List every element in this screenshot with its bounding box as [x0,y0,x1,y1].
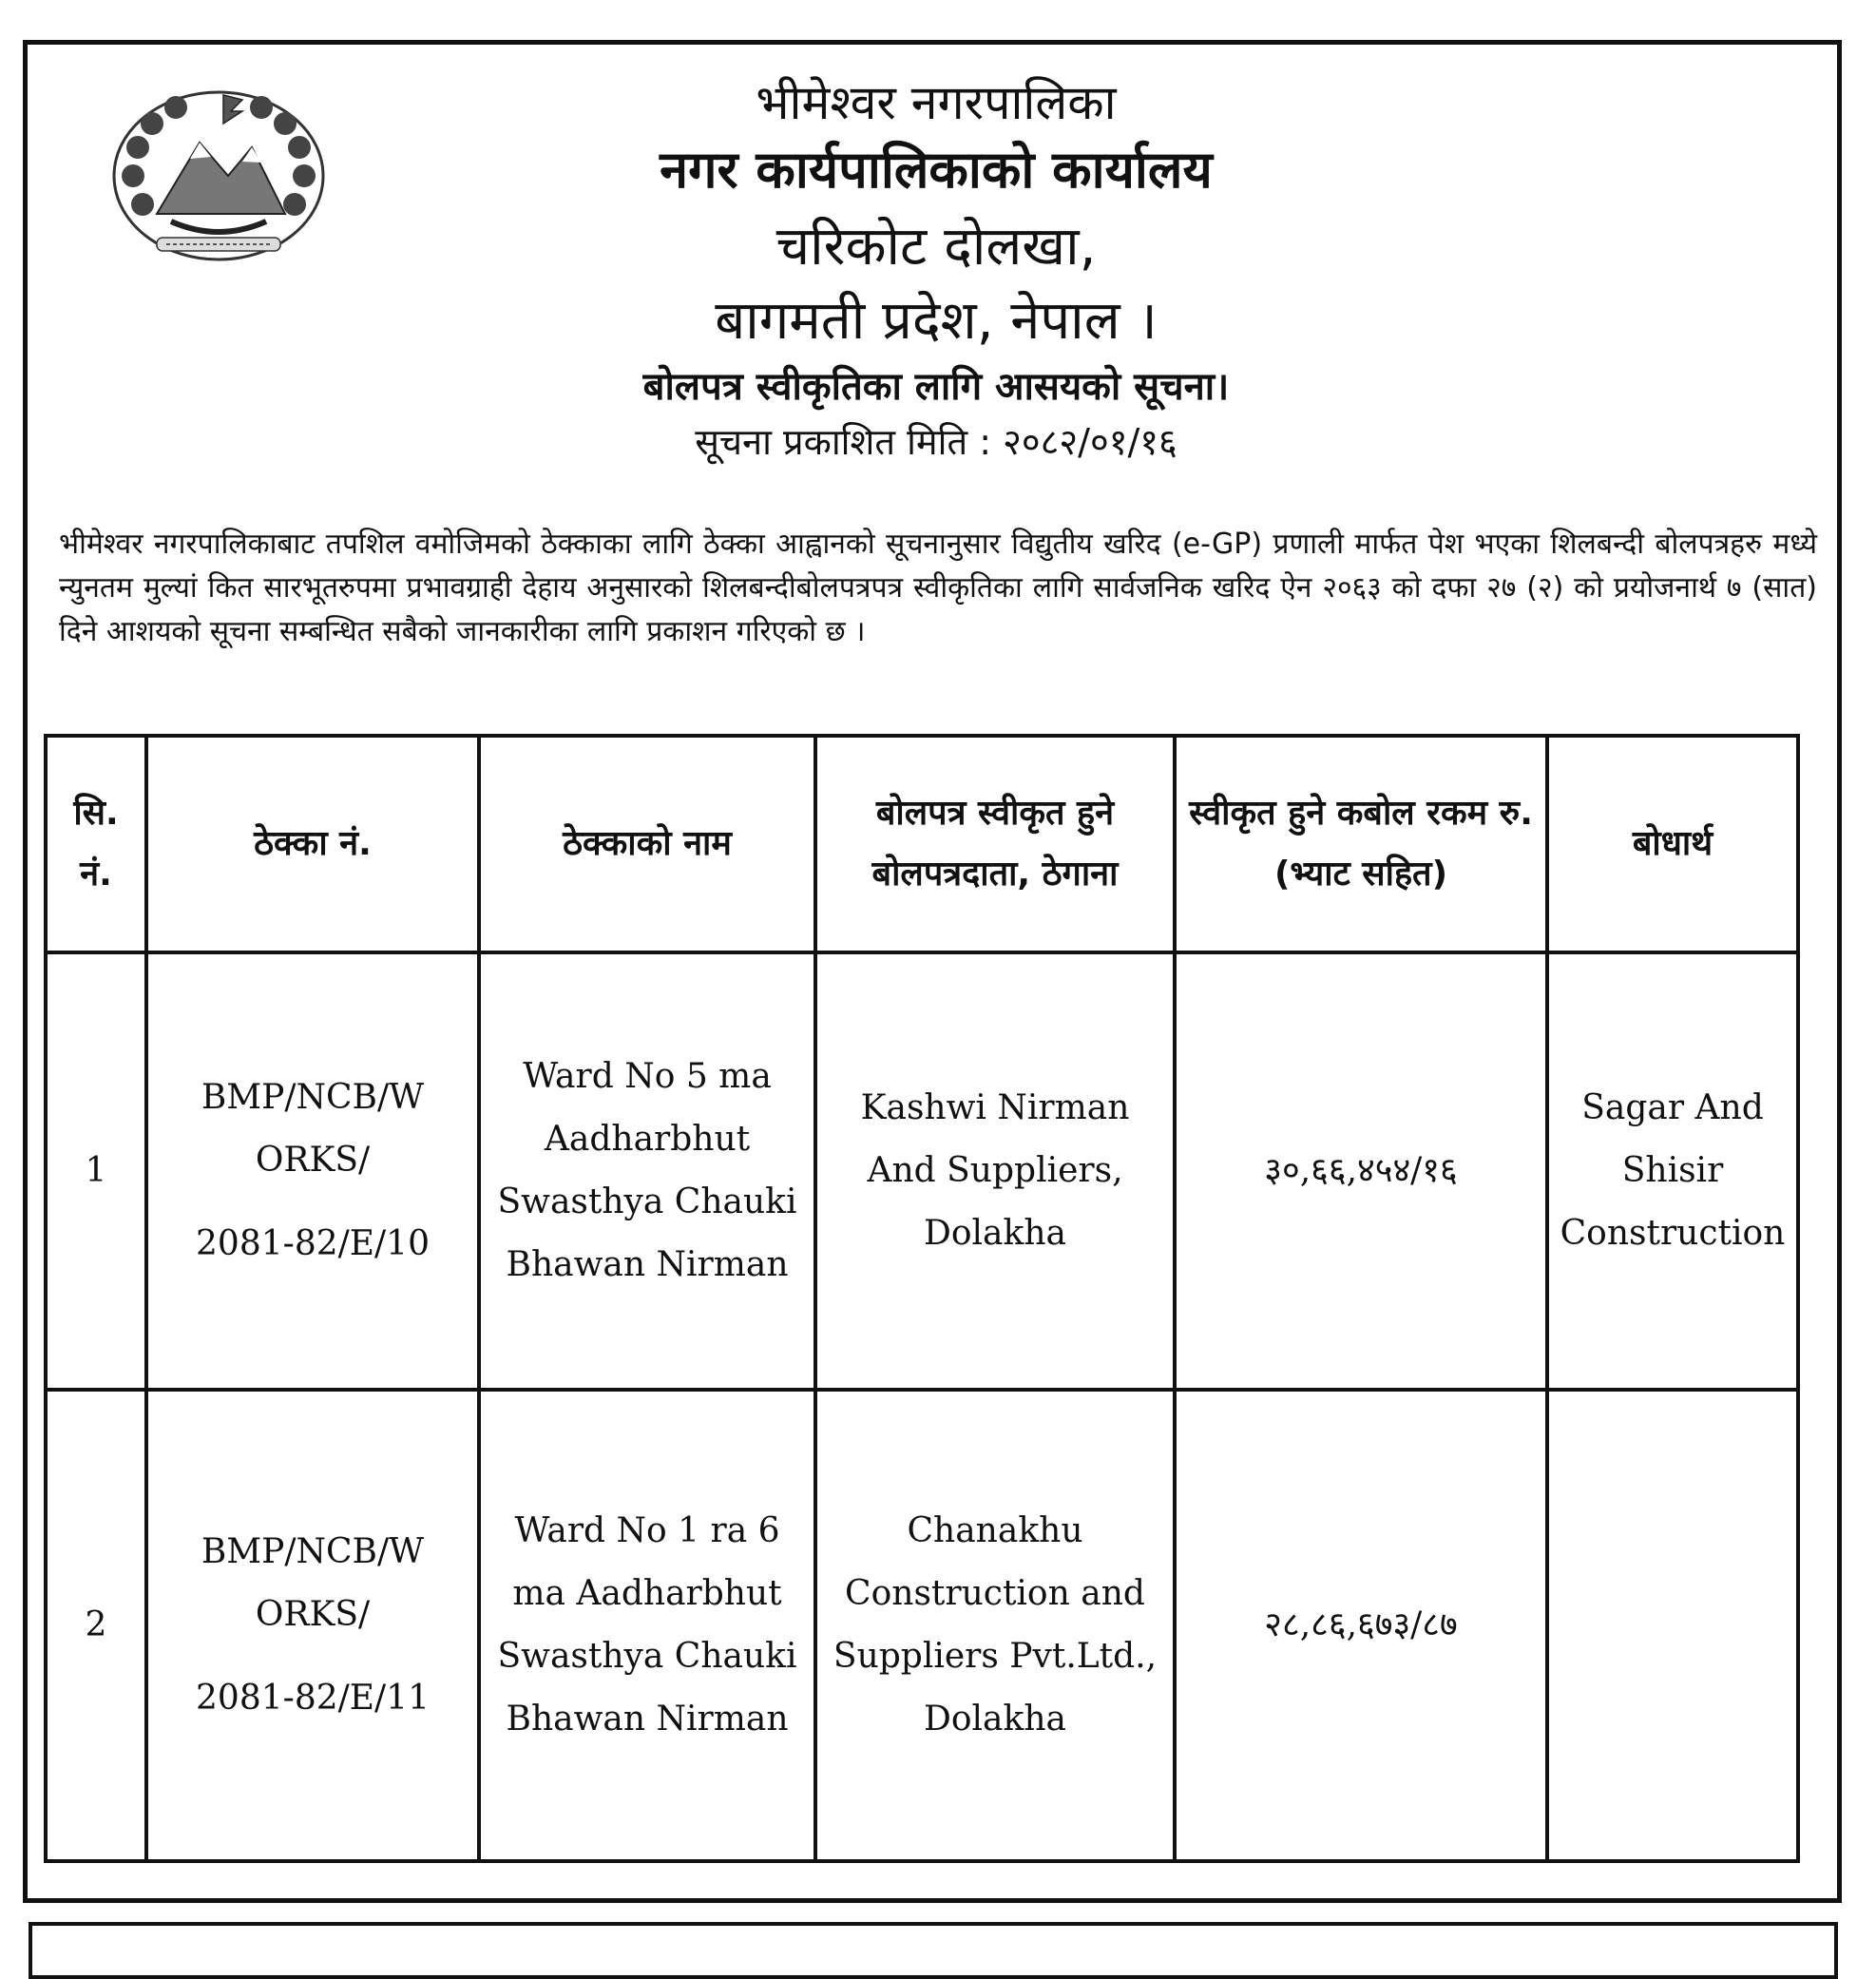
header-contract-no: ठेक्का नं. [146,736,479,952]
table-row [46,1390,1798,1861]
letterhead [361,76,1511,464]
intro-paragraph: भीमेश्वर नगरपालिकाबाट तपशिल वमोजिमको ठेक्काका लागि ठेक्का आह्वानको सूचनानुसार विद्युतीय खरिद (e-GP) प्रणाली मार्फत पेश भएका शिलबन्दी बोलपत्रहरु मध्ये न्युनतम मुल्यां कित सारभूतरुपमा प्रभावग्राही देहाय अनुसारको शिलबन्दीबोलपत्रपत्र स्वीकृतिका लागि सार्वजनिक खरिद ऐन २०६३ को दफा २७ (२) को प्रयोजनार्थ ७ (सात) दिने आशयको सूचना सम्बन्धित सबैको जानकारीका लागि प्रकाशन गरिएको छ । [59,528,1817,648]
cell-bidder: Kashwi Nirman And Suppliers, Dolakha [815,952,1175,1390]
contract-no-part: 2081-82/E/11 [196,1679,430,1718]
published-date: सूचना प्रकाशित मिति : २०८२/०१/१६ [695,421,1177,464]
table-header-row [46,736,1798,952]
cell-contract-no [146,952,479,1390]
cell-amount: २८,८६,६७३/८७ [1175,1390,1547,1861]
cell-amount: ३०,६६,४५४/१६ [1175,952,1547,1390]
cell-contract-no [146,1390,479,1861]
tender-table [44,734,1800,1863]
cell-remarks [1547,1390,1798,1861]
location-line-1: चरिकोट दोलखा, [775,215,1097,278]
cell-remarks: Sagar And Shisir Construction [1547,952,1798,1390]
header-amount: स्वीकृत हुने कबोल रकम रु. (भ्याट सहित) [1175,736,1547,952]
header-bidder: बोलपत्र स्वीकृत हुने बोलपत्रदाता, ठेगाना [815,736,1175,952]
municipality-name: भीमेश्वर नगरपालिका [756,75,1117,130]
header-contract-name: ठेक्काको नाम [479,736,815,952]
contract-no-part: 2081-82/E/10 [196,1224,430,1263]
table-row [46,952,1798,1390]
header-remarks: बोधार्थ [1547,736,1798,952]
notice-title: बोलपत्र स्वीकृतिका लागि आसयको सूचना। [642,365,1230,410]
header-sn: सि. नं. [46,736,146,952]
cell-sn: 2 [46,1390,146,1861]
bottom-border [29,1922,1838,1979]
contract-no-part: BMP/NCB/W [201,1078,425,1117]
cell-contract-name: Ward No 1 ra 6 ma Aadharbhut Swasthya Chauki Bhawan Nirman [479,1390,815,1861]
cell-sn: 1 [46,952,146,1390]
nepal-government-emblem [100,81,337,271]
location-line-2: बागमती प्रदेश, नेपाल । [715,289,1158,352]
cell-bidder: Chanakhu Construction and Suppliers Pvt.Ltd., Dolakha [815,1390,1175,1861]
office-name: नगर कार्यपालिकाको कार्यालय [660,139,1213,200]
contract-no-part: ORKS/ [255,1141,371,1180]
cell-contract-name: Ward No 5 ma Aadharbhut Swasthya Chauki Bhawan Nirman [479,952,815,1390]
contract-no-part: BMP/NCB/W [201,1532,425,1571]
contract-no-part: ORKS/ [255,1595,371,1634]
